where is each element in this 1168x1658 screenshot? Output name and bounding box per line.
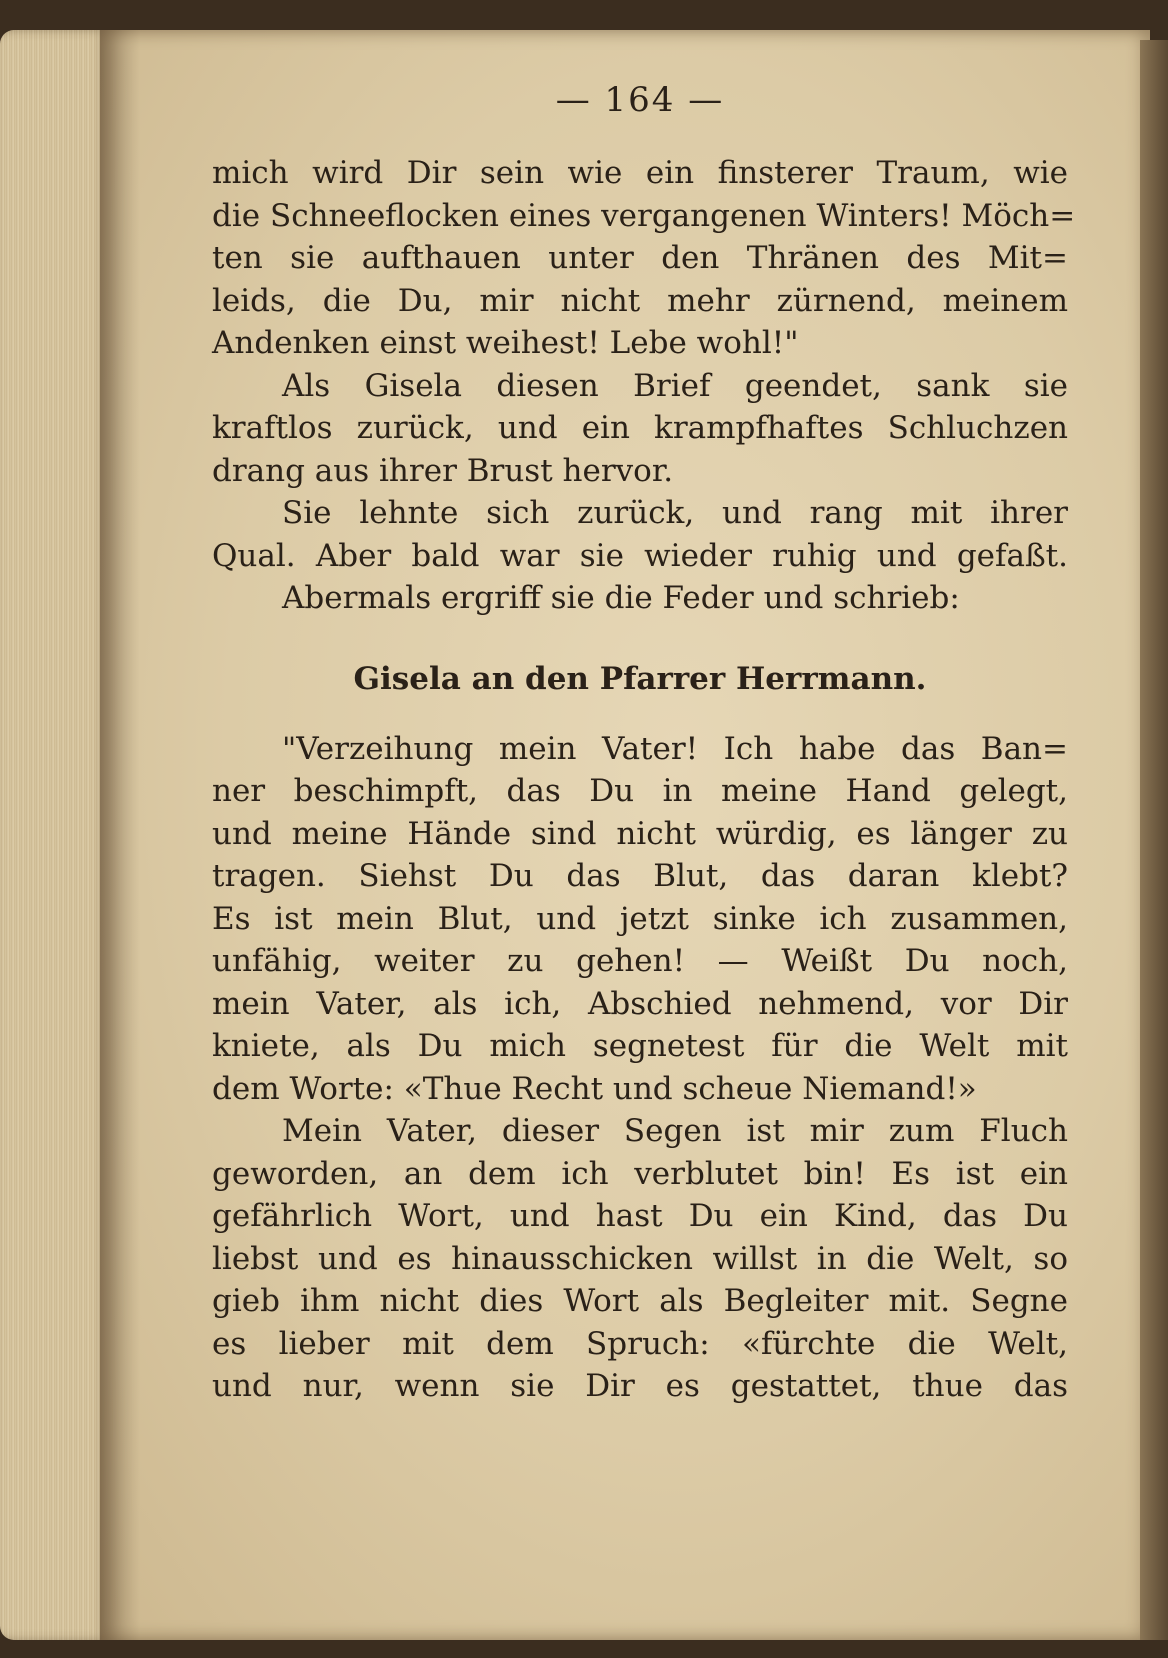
text-line: ten sie aufthauen unter den Thränen des Mit=: [212, 240, 1068, 276]
paragraph: [212, 152, 1076, 365]
text-line: geworden, an dem ich verblutet bin! Es ist ein: [212, 1155, 1068, 1192]
page-number: — 164 —: [555, 80, 725, 120]
text-line: Sie lehnte sich zurück, und rang mit ihrer: [282, 495, 1068, 531]
right-page-edge: [1140, 40, 1168, 1640]
text-line: gefährlich Wort, und hast Du ein Kind, das Du: [212, 1198, 1068, 1234]
text-line: mein Vater, als ich, Abschied nehmend, vor Dir: [212, 985, 1068, 1022]
page-edges: [0, 30, 108, 1640]
text-line: drang aus ihrer Brust hervor.: [212, 452, 674, 489]
text-line: die Schneeflocken eines vergangenen Winters! Möch=: [212, 197, 1076, 234]
text-block: [212, 72, 1076, 1408]
text-line: und nur, wenn sie Dir es gestattet, thue das: [212, 1368, 1068, 1404]
text-line: leids, die Du, mir nicht mehr zürnend, meinem: [212, 282, 1068, 319]
text-line: Es ist mein Blut, und jetzt sinke ich zusammen,: [212, 900, 1068, 937]
text-line: Abermals ergriff sie die Feder und schrieb:: [282, 580, 960, 616]
text-line: unfähig, weiter zu gehen! — Weißt Du noch,: [212, 943, 1068, 979]
text-line: es lieber mit dem Spruch: «fürchte die Welt,: [212, 1325, 1068, 1362]
text-line: ner beschimpft, das Du in meine Hand gelegt,: [212, 773, 1068, 809]
text-line: Qual. Aber bald war sie wieder ruhig und gefaßt.: [212, 537, 1068, 574]
paragraph: [212, 365, 1068, 493]
text-line: Als Gisela diesen Brief geendet, sank sie: [282, 367, 1068, 404]
text-line: liebst und es hinausschicken willst in die Welt, so: [212, 1240, 1068, 1277]
text-line: "Verzeihung mein Vater! Ich habe das Ban=: [282, 730, 1068, 767]
text-line: gieb ihm nicht dies Wort als Begleiter mit. Segne: [212, 1283, 1068, 1319]
text-line: Mein Vater, dieser Segen ist mir zum Fluch: [282, 1113, 1068, 1149]
text-line: dem Worte: «Thue Recht und scheue Niemand!»: [212, 1070, 977, 1107]
paragraph: [212, 492, 1068, 577]
text-line: kniete, als Du mich segnetest für die Welt mit: [212, 1028, 1068, 1064]
spine-shadow: [100, 30, 140, 1640]
text-line: und meine Hände sind nicht würdig, es länger zu: [212, 815, 1068, 852]
letter-heading: Gisela an den Pfarrer Herrmann.: [353, 660, 927, 697]
text-line: Andenken einst weihest! Lebe wohl!": [212, 325, 799, 361]
text-line: tragen. Siehst Du das Blut, das daran klebt?: [212, 858, 1068, 894]
paragraph: [212, 577, 1068, 620]
text-line: kraftlos zurück, und ein krampfhaftes Schluchzen: [212, 410, 1068, 446]
text-line: mich wird Dir sein wie ein finsterer Traum, wie: [212, 155, 1068, 191]
paragraph: [212, 728, 1068, 1111]
paragraph: [212, 1110, 1068, 1408]
